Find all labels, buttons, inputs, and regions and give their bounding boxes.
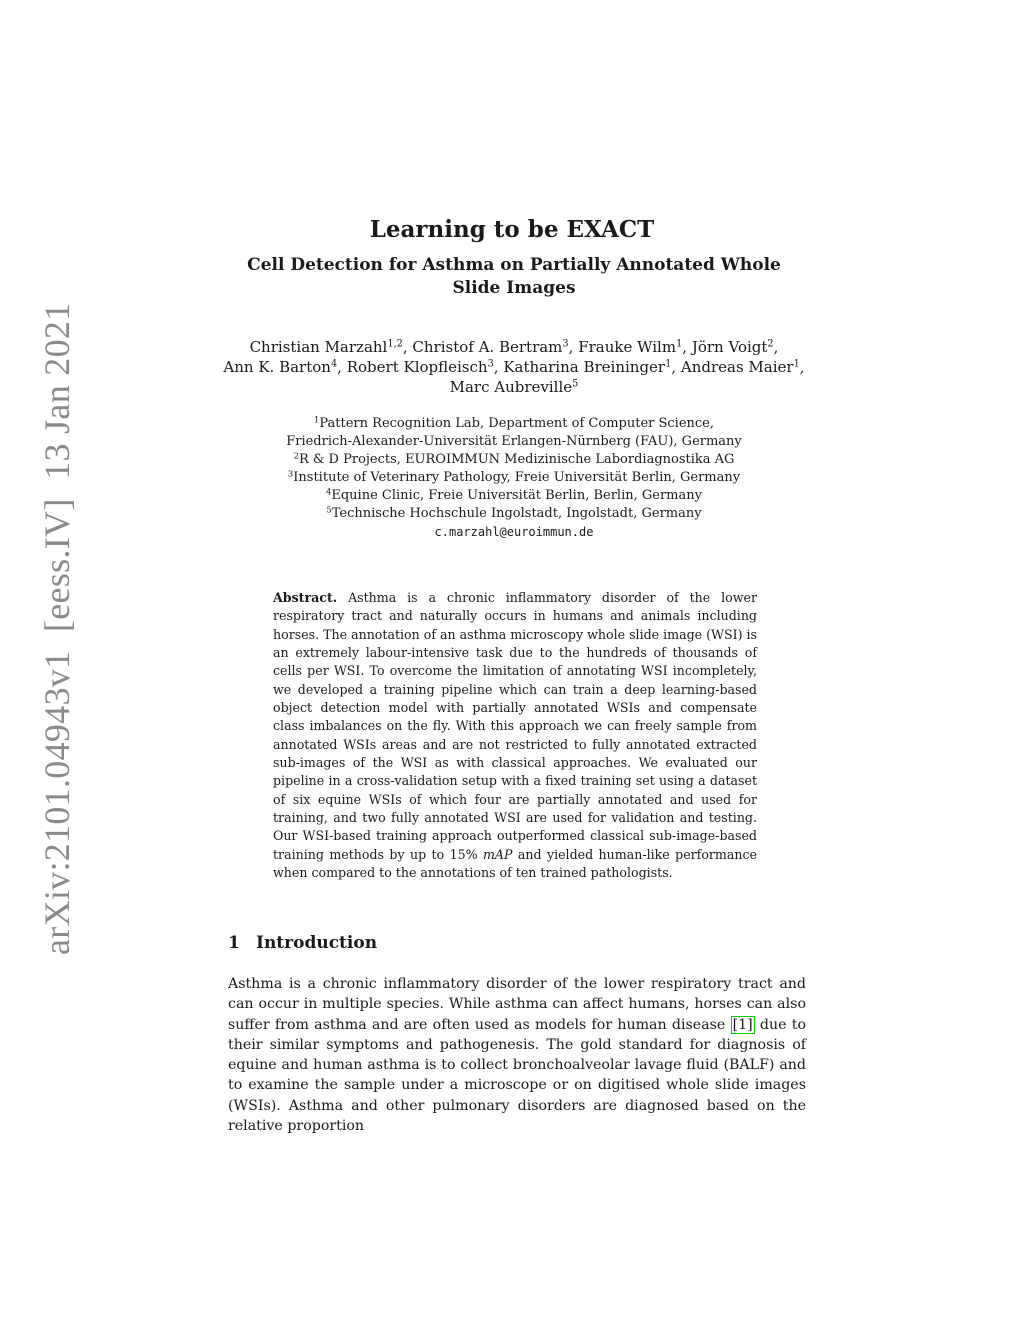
abstract-text: Asthma is a chronic inflammatory disorder of the lower respiratory tract and naturally occurs in humans and animals including horses. The annotation of an asthma microscopy whole slide image (WSI) is an extremely labour-intensive task due to the hundreds of thousands of cells per WSI. To overcome the limitation of annotating WSI incompletely, we developed a training pipeline which can train a deep learning-based object detection model with partially annotated WSIs and compensate class imbalances on the fly. With this approach we can freely sample from annotated WSIs areas and are not restricted to fully annotated extracted sub-images of the WSI as with classical approaches. We evaluated our pipeline in a cross-validation setup with a fixed training set using a dataset of six equine WSIs of which four are partially annotated and used for training, and two fully annotated WSI are used for validation and testing. Our WSI-based training approach outperformed classical sub-image-based training methods by up to 15% <box>273 590 757 862</box>
affiliation: $^4$Equine Clinic, Freie Universität Berlin, Berlin, Germany <box>326 486 702 503</box>
author: Katharina Breininger$^1$, <box>503 358 681 376</box>
paper-subtitle: Cell Detection for Asthma on Partially Annotated Whole Slide Images <box>247 255 781 298</box>
affiliation: $^5$Technische Hochschule Ingolstadt, Ingolstadt, Germany <box>326 504 702 521</box>
affiliation: $^2$R & D Projects, EUROIMMUN Medizinische Labordiagnostika AG <box>293 450 735 467</box>
author-list <box>0 337 1024 397</box>
intro-text: Asthma is a chronic inflammatory disorder of the lower respiratory tract and can occur in multiple species. While asthma can affect humans, horses can also suffer from asthma and are often used as models for human disease <box>228 976 806 1033</box>
abstract-text-end: and yielded human-like performance when compared to the annotations of ten trained pathologists. <box>273 846 757 881</box>
abstract-label: Abstract. <box>273 590 338 605</box>
author: Robert Klopfleisch$^3$, <box>346 358 504 376</box>
arxiv-identifier: arXiv:2101.04943v1 [eess.IV] 13 Jan 2021 <box>37 302 77 955</box>
paper-title: Learning to be EXACT <box>369 216 655 243</box>
contact-email[interactable]: c.marzahl@euroimmun.de <box>434 525 594 539</box>
author: Christof A. Bertram$^3$, <box>412 338 579 356</box>
author: Marc Aubreville$^5$ <box>449 378 579 396</box>
section-heading <box>228 933 377 953</box>
affiliation-list <box>0 415 1024 541</box>
author: Ann K. Barton$^4$, <box>223 358 347 376</box>
section-title: Introduction <box>256 933 378 953</box>
author: Frauke Wilm$^1$, <box>578 338 692 356</box>
author: Christian Marzahl$^{1,2}$, <box>249 338 413 356</box>
affiliation: $^3$Institute of Veterinary Pathology, Freie Universität Berlin, Germany <box>287 468 741 485</box>
citation-link[interactable]: [1] <box>732 1016 753 1033</box>
abstract <box>273 589 757 883</box>
intro-paragraph <box>228 974 806 1136</box>
author: Jörn Voigt$^2$, <box>691 338 779 356</box>
intro-text-end: due to their similar symptoms and pathogenesis. The gold standard for diagnosis of equine and human asthma is to collect bronchoalveolar lavage fluid (BALF) and to examine the sample under a microscope or on digitised whole slide images (WSIs). Asthma and other pulmonary disorders are diagnosed based on the relative proportion <box>228 1016 806 1135</box>
section-number: 1 <box>228 933 240 953</box>
affiliation: $^1$Pattern Recognition Lab, Department of Computer Science, <box>314 414 714 431</box>
affiliation: Friedrich-Alexander-Universität Erlangen-Nürnberg (FAU), Germany <box>286 434 742 449</box>
abstract-metric: mAP <box>482 846 513 862</box>
author: Andreas Maier$^1$, <box>680 358 805 376</box>
